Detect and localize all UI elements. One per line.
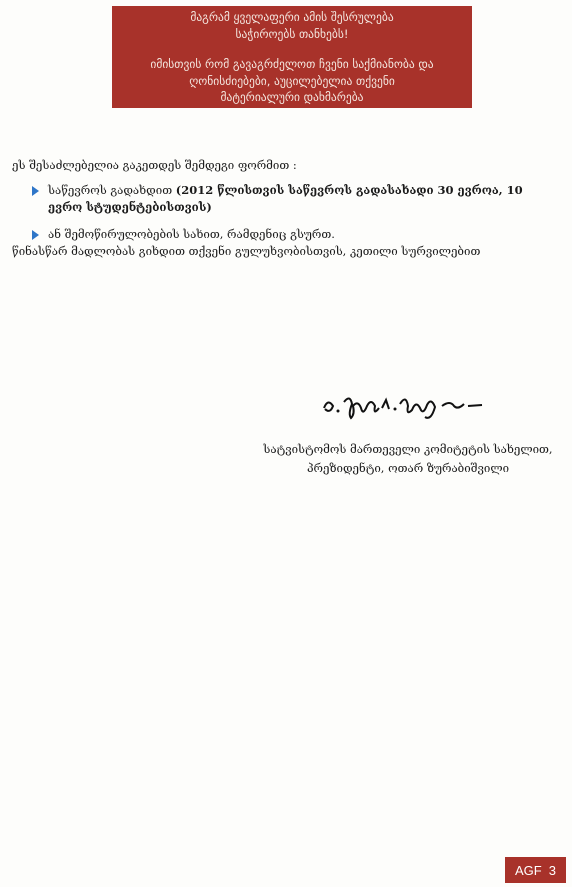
closing-text: წინასწარ მადლობას გიხდით თქვენი გულუხვობისთვის, კეთილი სურვილებით — [12, 244, 481, 258]
banner-line: იმისთვის რომ გავაგრძელოთ ჩვენი საქმიანობა და — [150, 57, 434, 71]
handwritten-signature — [318, 378, 488, 428]
signature-block — [248, 440, 568, 478]
banner-line: საჭიროებს თანხებს! — [235, 26, 349, 41]
intro-text: ეს შესაძლებელია გაკეთდეს შემდეგი ფორმით : — [12, 158, 297, 172]
bullet-text: ან შემოწირულობების სახით, რამდენიც გსურთ. — [48, 227, 335, 241]
page-footer-badge — [505, 857, 566, 883]
banner-line: მაგრამ ყველაფერი ამის შესრულება — [190, 10, 394, 24]
brand-label: AGF — [515, 862, 542, 878]
payment-options-list — [32, 182, 552, 253]
signatory-name: პრეზიდენტი, ოთარ ზურაბიშვილი — [306, 461, 510, 475]
banner-line: ღონისძიებები, აუცილებელია თქვენი — [189, 73, 395, 88]
bullet-arrow-icon — [32, 230, 39, 240]
list-item — [32, 226, 552, 243]
list-item — [32, 182, 552, 216]
bullet-arrow-icon — [32, 186, 39, 196]
appeal-banner — [112, 6, 472, 108]
page-number: 3 — [548, 862, 556, 878]
bullet-bold-text: (2012 წლისთვის საწევროს გადასახადი 30 ევროა, 10 ევრო სტუდენტებისთვის) — [48, 183, 523, 214]
bullet-text: საწევროს გადახდით — [48, 183, 176, 197]
banner-line: მატერიალური დახმარება — [220, 90, 364, 104]
signatory-title: სატვისტომოს მართეველი კომიტეტის სახელით, — [263, 442, 553, 456]
